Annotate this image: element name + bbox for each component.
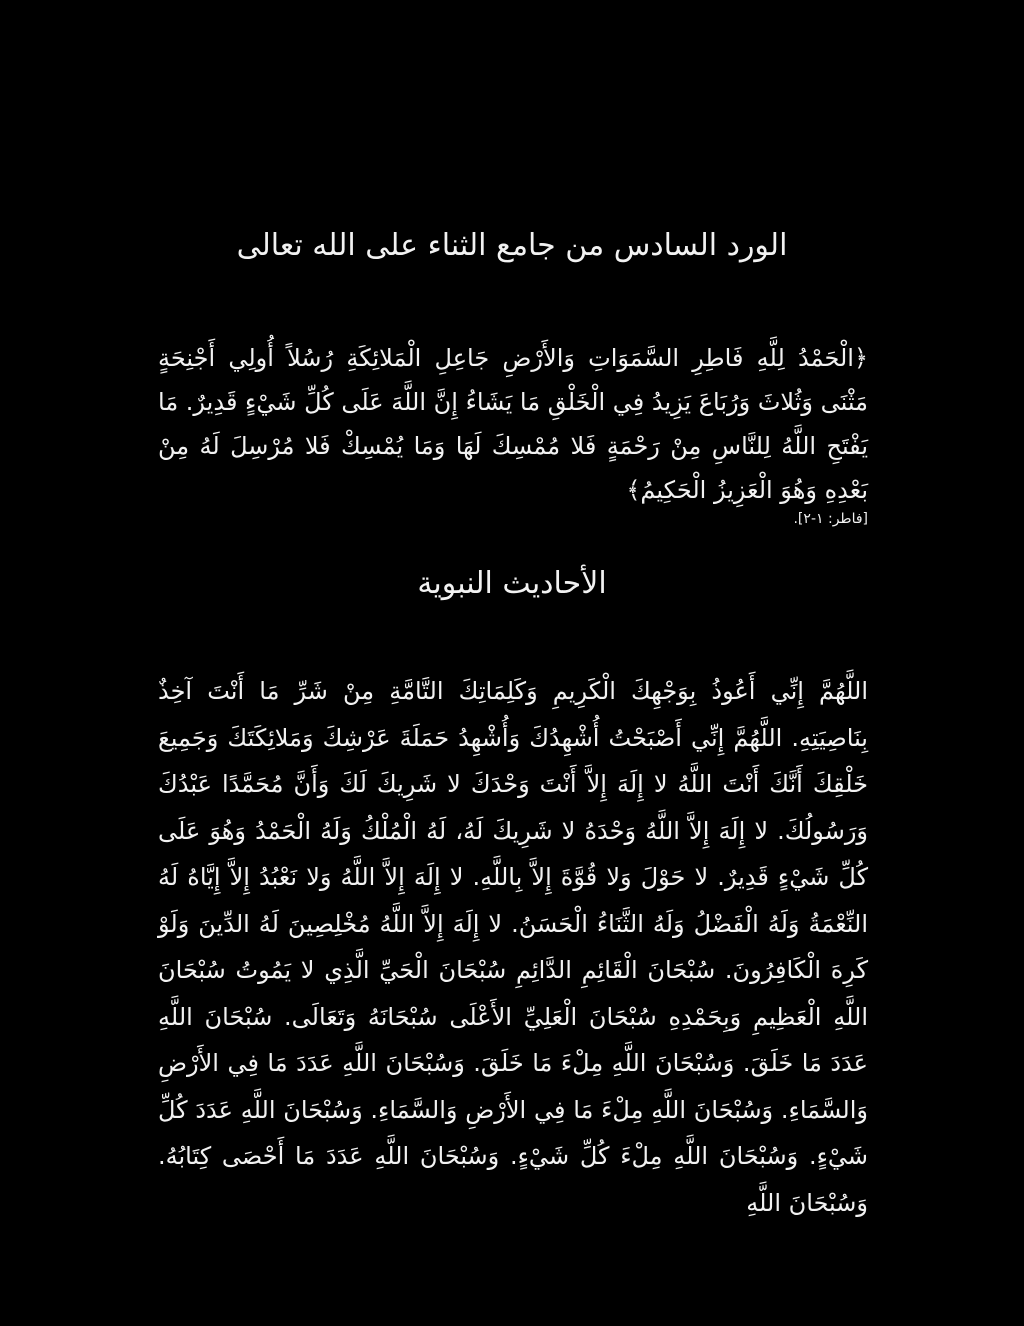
page-title: الورد السادس من جامع الثناء على الله تعالى xyxy=(236,228,788,263)
section-title: الأحاديث النبوية xyxy=(417,566,607,601)
hadith-text: اللَّهُمَّ إِنِّي أَعُوذُ بِوَجْهِكَ الْكَرِيمِ وَكَلِمَاتِكَ التَّامَّةِ مِنْ شَرِّ مَا أَنْتَ آخِذٌ بِنَاصِيَتِهِ. اللَّهُمَّ إِنِّي أَصْبَحْتُ أُشْهِدُكَ وَأُشْهِدُ حَمَلَةَ عَرْشِكَ وَمَلائِكَتَكَ وَجَمِيعَ خَلْقِكَ أَنَّكَ أَنْتَ اللَّهُ لا إِلَهَ إِلاَّ أَنْتَ وَحْدَكَ لا شَرِيكَ لَكَ وَأَنَّ مُحَمَّدًا عَبْدُكَ وَرَسُولُكَ. لا إِلَهَ إِلاَّ اللَّهُ وَحْدَهُ لا شَرِيكَ لَهُ، لَهُ الْمُلْكُ وَلَهُ الْحَمْدُ وَهُوَ عَلَى كُلِّ شَيْءٍ قَدِيرٌ. لا حَوْلَ وَلا قُوَّةَ إِلاَّ بِاللَّهِ. لا إِلَهَ إِلاَّ اللَّهُ وَلا نَعْبُدُ إِلاَّ إِيَّاهُ لَهُ النِّعْمَةُ وَلَهُ الْفَضْلُ وَلَهُ الثَّنَاءُ الْحَسَنُ. لا إِلَهَ إِلاَّ اللَّهُ مُخْلِصِينَ لَهُ الدِّينَ وَلَوْ كَرِهَ الْكَافِرُونَ. سُبْحَانَ الْقَائِمِ الدَّائِمِ سُبْحَانَ الْحَيِّ الَّذِي لا يَمُوتُ سُبْحَانَ اللَّهِ الْعَظِيمِ وَبِحَمْدِهِ سُبْحَانَ الْعَلِيِّ الأَعْلَى سُبْحَانَهُ وَتَعَالَى. سُبْحَانَ اللَّهِ عَدَدَ مَا خَلَقَ. وَسُبْحَانَ اللَّهِ مِلْءَ مَا خَلَقَ. وَسُبْحَانَ اللَّهِ عَدَدَ مَا فِي الأَرْضِ وَالسَّمَاءِ. وَسُبْحَانَ اللَّهِ مِلْءَ مَا فِي الأَرْضِ وَالسَّمَاءِ. وَسُبْحَانَ اللَّهِ عَدَدَ كُلِّ شَيْءٍ. وَسُبْحَانَ اللَّهِ مِلْءَ كُلِّ شَيْءٍ. وَسُبْحَانَ اللَّهِ عَدَدَ مَا أَحْصَى كِتَابُهُ. وَسُبْحَانَ اللَّهِ xyxy=(158,677,868,1217)
verse-citation: [فاطر: ١-٢]. xyxy=(793,511,868,527)
quran-verse: ﴿الْحَمْدُ لِلَّهِ فَاطِرِ السَّمَوَاتِ وَالأَرْضِ جَاعِلِ الْمَلائِكَةِ رُسُلاً أُولِي أَجْنِحَةٍ مَثْنَى وَثُلاثَ وَرُبَاعَ يَزِيدُ فِي الْخَلْقِ مَا يَشَاءُ إِنَّ اللَّهَ عَلَى كُلِّ شَيْءٍ قَدِيرٌ. مَا يَفْتَحِ اللَّهُ لِلنَّاسِ مِنْ رَحْمَةٍ فَلا مُمْسِكَ لَهَا وَمَا يُمْسِكْ فَلا مُرْسِلَ لَهُ مِنْ بَعْدِهِ وَهُوَ الْعَزِيزُ الْحَكِيمُ﴾ xyxy=(158,344,868,504)
